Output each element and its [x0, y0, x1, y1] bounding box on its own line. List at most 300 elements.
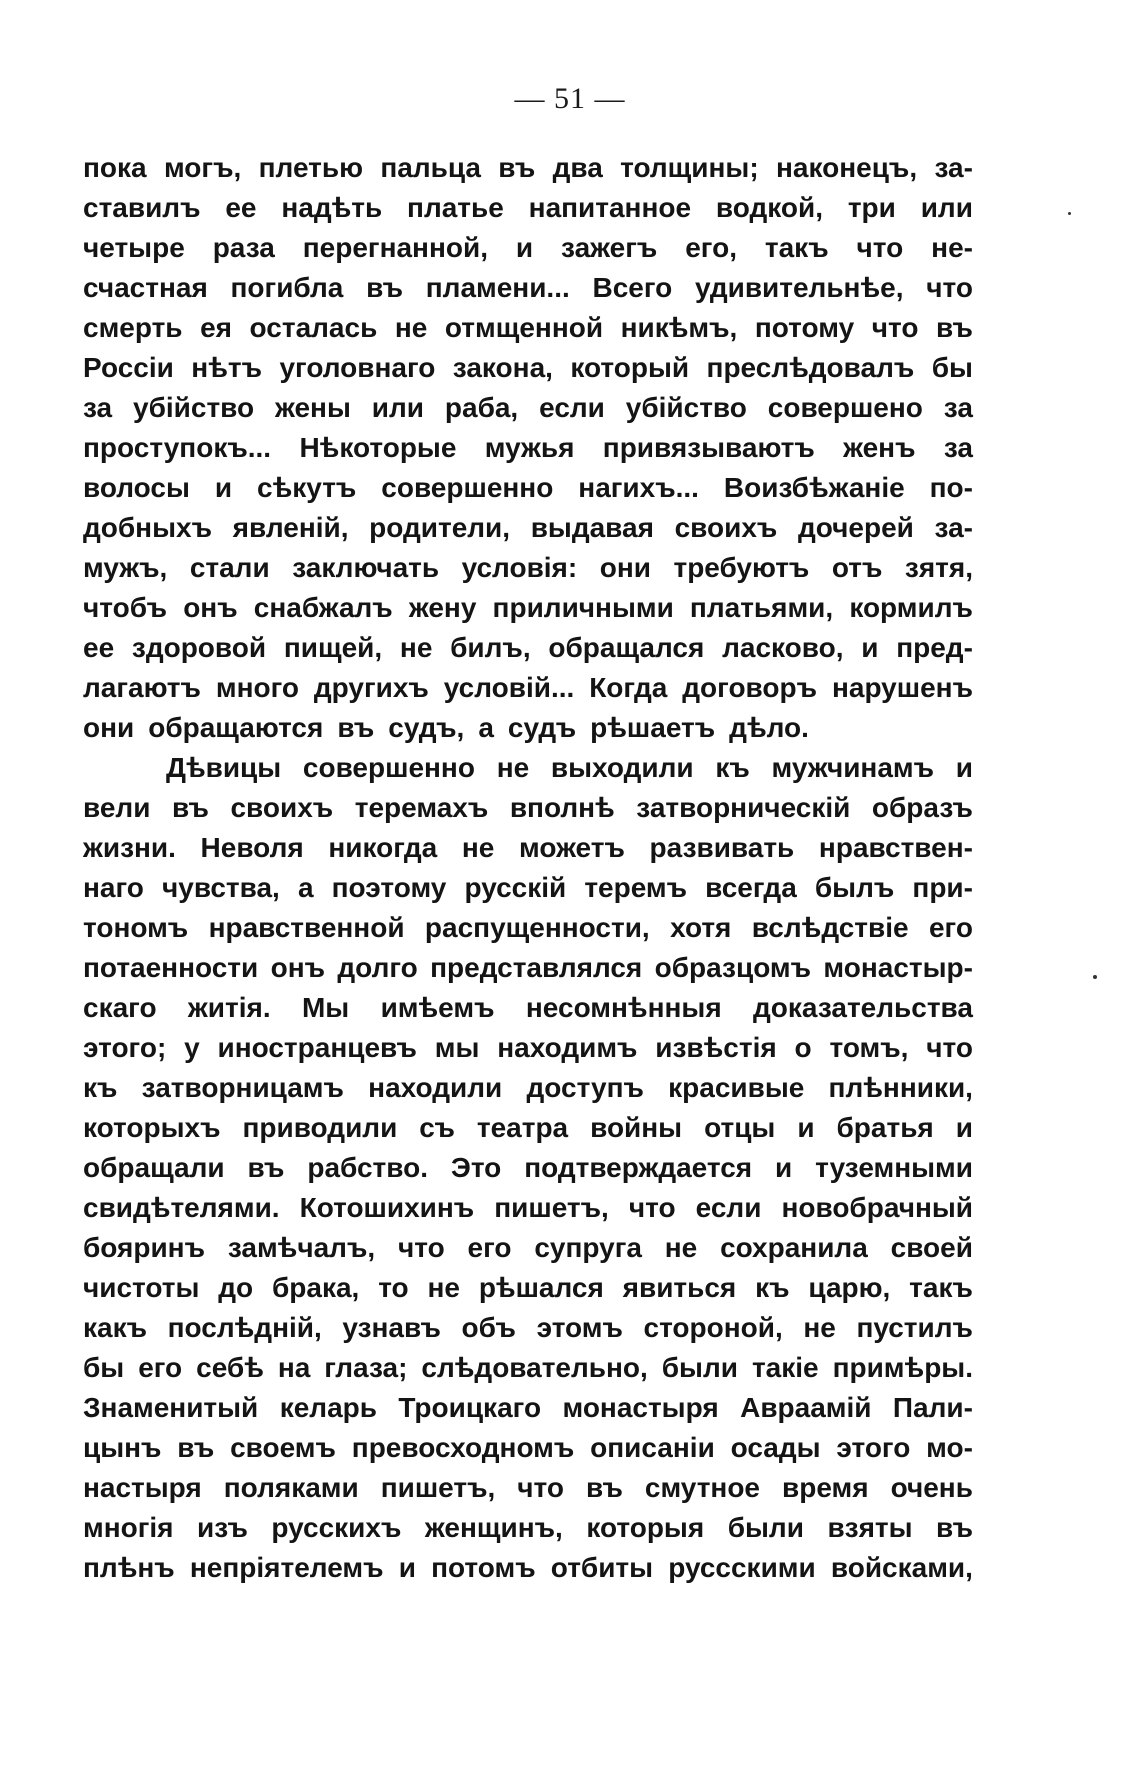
word: находили — [368, 1072, 503, 1103]
word: онъ — [183, 592, 238, 623]
word: доказательства — [753, 992, 973, 1023]
text-line — [83, 548, 973, 588]
word: Когда — [589, 672, 668, 703]
word: вполнѣ — [509, 792, 615, 823]
word: въ — [366, 272, 404, 303]
word: томъ, — [829, 1032, 909, 1063]
word: и — [797, 1112, 815, 1143]
word: пламени... — [425, 272, 570, 303]
word: брака, — [272, 1272, 360, 1303]
word: монастыря — [562, 1392, 719, 1423]
word: въ — [585, 1472, 623, 1503]
word: въ — [936, 1512, 973, 1543]
word: родители, — [369, 512, 511, 543]
word: могъ, — [163, 152, 242, 183]
word: этомъ — [536, 1312, 623, 1343]
word: затворническій — [636, 792, 851, 823]
word: всегда — [705, 872, 797, 903]
text-line — [83, 308, 973, 348]
word: плѣнъ — [83, 1552, 175, 1583]
word: рѣшался — [478, 1272, 604, 1303]
word: затворницамъ — [141, 1072, 344, 1103]
word: не — [461, 832, 495, 863]
word: за- — [934, 512, 973, 543]
word: что — [628, 1192, 676, 1223]
text-line — [83, 1188, 973, 1228]
word: смерть — [83, 312, 183, 343]
word: въ — [171, 792, 209, 823]
text-line — [83, 1548, 973, 1588]
text-line — [83, 1068, 973, 1108]
word: нарушенъ — [831, 672, 973, 703]
word: войны — [590, 1112, 683, 1143]
text-line — [83, 1308, 973, 1348]
text-line — [83, 668, 973, 708]
word: волосы — [83, 472, 190, 503]
word: зятя, — [904, 552, 973, 583]
word: отъ — [831, 552, 883, 583]
word: билъ, — [450, 632, 531, 663]
text-line — [83, 188, 973, 228]
word: убійство — [625, 392, 747, 423]
word: не — [803, 1312, 836, 1343]
word: ласково, — [722, 632, 844, 663]
text-line — [83, 348, 973, 388]
word: его — [928, 912, 973, 943]
word: очень — [890, 1472, 973, 1503]
word: Мы — [301, 992, 350, 1023]
word: его, — [685, 232, 737, 263]
word: съ — [419, 1112, 455, 1143]
word: его — [138, 1352, 183, 1383]
word: иностранцевъ — [217, 1032, 417, 1063]
text-line — [83, 588, 973, 628]
word: какъ — [83, 1312, 148, 1343]
word: этого; — [83, 1032, 167, 1063]
word: ставилъ — [83, 192, 201, 223]
word: смутное — [644, 1472, 761, 1503]
word: мужья — [484, 432, 575, 463]
word: за — [943, 392, 973, 423]
word: приводили — [242, 1112, 398, 1143]
word: убійство — [133, 392, 255, 423]
word: красивые — [668, 1072, 805, 1103]
word: въ — [498, 152, 536, 183]
word: потаенности — [83, 952, 259, 983]
word: супруга — [534, 1232, 642, 1263]
word: пред- — [896, 632, 973, 663]
word: превосходномъ — [351, 1432, 575, 1463]
word: или — [371, 392, 424, 423]
word: развивать — [649, 832, 795, 863]
word: Троицкаго — [398, 1392, 542, 1423]
word: наконецъ, — [776, 152, 918, 183]
word: непріятелемъ — [189, 1552, 384, 1583]
word: въ — [177, 1432, 215, 1463]
word: что — [856, 232, 904, 263]
word: четыре — [83, 232, 185, 263]
word: взяты — [827, 1512, 913, 1543]
word: и — [398, 1552, 416, 1583]
word: цынъ — [83, 1432, 162, 1463]
word: образцомъ — [654, 952, 812, 983]
word: послѣдній, — [167, 1312, 322, 1343]
word: дѣло. — [729, 712, 809, 743]
word: своихъ — [230, 792, 334, 823]
word: снабжалъ — [253, 592, 393, 623]
word: никогда — [328, 832, 438, 863]
word: надѣть — [281, 192, 383, 223]
word: и — [861, 632, 879, 663]
word: водкой, — [715, 192, 823, 223]
word: Знаменитый — [83, 1392, 259, 1423]
word: русскихъ — [271, 1512, 402, 1543]
word: ее — [225, 192, 257, 223]
word: слѣдовательно, — [421, 1352, 648, 1383]
text-line — [83, 468, 973, 508]
word: поэтому — [331, 872, 447, 903]
word: чистоты — [83, 1272, 200, 1303]
word: русскій — [464, 872, 567, 903]
word: представлялся — [430, 952, 643, 983]
word: вели — [83, 792, 151, 823]
word: Это — [450, 1152, 502, 1183]
word: выходили — [550, 752, 694, 783]
word: несомнѣнныя — [525, 992, 722, 1023]
word: жизни. — [83, 832, 176, 863]
word: обращали — [83, 1152, 225, 1183]
print-speck — [1093, 975, 1097, 979]
word: преслѣдовалъ — [706, 352, 915, 383]
text-line — [83, 1148, 973, 1188]
word: свидѣтелями. — [83, 1192, 280, 1223]
word: отбиты — [550, 1552, 654, 1583]
word: вслѣдствіе — [751, 912, 909, 943]
word: туземными — [815, 1152, 973, 1183]
word: много — [215, 672, 299, 703]
word: монастыр- — [823, 952, 973, 983]
word: за — [83, 392, 113, 423]
word: стали — [189, 552, 270, 583]
word: войсками, — [830, 1552, 973, 1583]
word: пальца — [380, 152, 481, 183]
word: театра — [476, 1112, 569, 1143]
text-line — [83, 1508, 973, 1548]
word: до — [218, 1272, 254, 1303]
word: уголовнаго — [279, 352, 436, 383]
word: такъ — [909, 1272, 973, 1303]
text-line — [83, 868, 973, 908]
word: не — [427, 1272, 460, 1303]
text-line — [83, 1468, 973, 1508]
word: такъ — [764, 232, 829, 263]
word: стороной, — [643, 1312, 783, 1343]
word: Россіи — [83, 352, 174, 383]
print-speck — [1068, 212, 1071, 215]
word: никѣмъ, — [620, 312, 738, 343]
text-line — [83, 508, 973, 548]
word: что — [926, 1032, 973, 1063]
word: обращаются — [148, 712, 324, 743]
word: Всего — [592, 272, 673, 303]
word: братья — [836, 1112, 934, 1143]
word: описаніи — [590, 1432, 715, 1463]
word: что — [871, 312, 919, 343]
word: сѣкутъ — [257, 472, 357, 503]
word: теремъ — [584, 872, 688, 903]
text-line — [83, 388, 973, 428]
word: Авраамій — [740, 1392, 872, 1423]
word: пишетъ, — [494, 1192, 609, 1223]
word: рабство. — [307, 1152, 428, 1183]
word: тономъ — [83, 912, 189, 943]
word: въ — [247, 1152, 285, 1183]
word: они — [599, 552, 651, 583]
word: судъ — [507, 712, 577, 743]
word: царю, — [808, 1272, 891, 1303]
word: въ — [935, 312, 973, 343]
word: бояринъ — [83, 1232, 206, 1263]
word: выдавая — [530, 512, 654, 543]
word: платье — [407, 192, 504, 223]
word: въ — [337, 712, 375, 743]
word: пишетъ, — [380, 1472, 496, 1503]
word: рѣшаетъ — [590, 712, 716, 743]
word: Воизбѣжаніе — [723, 472, 905, 503]
word: онъ — [270, 952, 326, 983]
word: и — [214, 472, 233, 503]
word: можетъ — [519, 832, 625, 863]
word: долго — [337, 952, 418, 983]
word: келарь — [279, 1392, 377, 1423]
word: нагихъ... — [578, 472, 699, 503]
word: которыхъ — [83, 1112, 221, 1143]
word: лагаютъ — [83, 672, 201, 703]
word: на — [277, 1352, 311, 1383]
text-line — [83, 1228, 973, 1268]
word: требуютъ — [673, 552, 810, 583]
word: нравственной — [208, 912, 405, 943]
word: что — [398, 1232, 445, 1263]
word: мы — [434, 1032, 480, 1063]
word: распущенности, — [424, 912, 650, 943]
word: своихъ — [674, 512, 778, 543]
word: закона, — [452, 352, 553, 383]
word: чувства, — [162, 872, 280, 903]
word: къ — [715, 752, 750, 783]
word: бы — [931, 352, 973, 383]
word: руссскими — [668, 1552, 816, 1583]
text-line — [83, 628, 973, 668]
word: совершенно — [302, 752, 475, 783]
word: толщины; — [620, 152, 759, 183]
word: Котошихинъ — [299, 1192, 475, 1223]
word: не — [664, 1232, 698, 1263]
word: осады — [730, 1432, 821, 1463]
word: дочерей — [797, 512, 914, 543]
text-line — [83, 1028, 973, 1068]
word: совершенно — [381, 472, 554, 503]
word: осталась — [249, 312, 378, 343]
word: по- — [929, 472, 973, 503]
word: изъ — [197, 1512, 248, 1543]
word: за- — [934, 152, 973, 183]
word: а — [297, 872, 314, 903]
word: были — [727, 1512, 804, 1543]
text-line — [83, 1268, 973, 1308]
word: что — [517, 1472, 564, 1503]
word: не — [399, 632, 433, 663]
word: его — [467, 1232, 512, 1263]
word: если — [695, 1192, 762, 1223]
text-line — [83, 788, 973, 828]
word: погибла — [230, 272, 344, 303]
word: они — [83, 712, 135, 743]
word: плетью — [258, 152, 363, 183]
text-line — [83, 428, 973, 468]
word: ее — [83, 632, 115, 663]
text-line — [83, 828, 973, 868]
word: приличными — [492, 592, 674, 623]
word: жену — [408, 592, 477, 623]
word: и — [775, 1152, 793, 1183]
word: новобрачный — [781, 1192, 973, 1223]
word: мужчинамъ — [771, 752, 935, 783]
text-line — [83, 1108, 973, 1148]
word: чтобъ — [83, 592, 168, 623]
word: замѣчалъ, — [227, 1232, 376, 1263]
text-line — [83, 748, 973, 788]
word: условій... — [443, 672, 575, 703]
word: нѣтъ — [191, 352, 263, 383]
word: объ — [461, 1312, 516, 1343]
word: пищей, — [283, 632, 383, 663]
text-line — [83, 948, 973, 988]
page-number: — 51 — — [514, 82, 626, 115]
word: которыя — [586, 1512, 705, 1543]
word: счастная — [83, 272, 208, 303]
word: настыря — [83, 1472, 202, 1503]
word: къ — [83, 1072, 118, 1103]
word: теремахъ — [354, 792, 489, 823]
word: привязываютъ — [602, 432, 815, 463]
word: напитанное — [528, 192, 692, 223]
word: имѣемъ — [380, 992, 495, 1023]
word: три — [847, 192, 896, 223]
text-line — [83, 708, 973, 748]
word: Неволя — [200, 832, 304, 863]
word: своей — [890, 1232, 973, 1263]
word: житія. — [187, 992, 271, 1023]
word: здоровой — [131, 632, 267, 663]
word: а — [478, 712, 494, 743]
text-line — [83, 988, 973, 1028]
word: перегнанной, — [302, 232, 488, 263]
word: договоръ — [682, 672, 818, 703]
word: бы — [83, 1352, 125, 1383]
word: если — [539, 392, 605, 423]
word: удивительнѣе, — [694, 272, 904, 303]
word: потомъ — [431, 1552, 536, 1583]
word: не — [496, 752, 530, 783]
word: у — [184, 1032, 200, 1063]
word: проступокъ... — [83, 432, 272, 463]
word: пустилъ — [856, 1312, 973, 1343]
word: Нѣкоторые — [299, 432, 457, 463]
word: доступъ — [526, 1072, 644, 1103]
word: за — [943, 432, 973, 463]
word: другихъ — [313, 672, 429, 703]
text-line — [83, 148, 973, 188]
word: отмщенной — [444, 312, 604, 343]
word: жены — [275, 392, 351, 423]
word: зажегъ — [561, 232, 658, 263]
word: подтверждается — [524, 1152, 753, 1183]
text-line — [83, 1388, 973, 1428]
word: скаго — [83, 992, 157, 1023]
word: при- — [912, 872, 973, 903]
word: наго — [83, 872, 144, 903]
word: кормилъ — [849, 592, 973, 623]
word: не- — [931, 232, 973, 263]
word: время — [782, 1472, 869, 1503]
word: былъ — [814, 872, 895, 903]
word: поляками — [223, 1472, 359, 1503]
word: явленій, — [232, 512, 349, 543]
word: отцы — [704, 1112, 776, 1143]
word: примѣры. — [832, 1352, 973, 1383]
word: платьями, — [689, 592, 834, 623]
text-line — [83, 268, 973, 308]
word: совершено — [767, 392, 923, 423]
word: и — [515, 232, 534, 263]
word: глаза; — [324, 1352, 408, 1383]
word: судъ, — [388, 712, 465, 743]
word: плѣнники, — [828, 1072, 973, 1103]
word: заключать — [292, 552, 440, 583]
word: узнавъ — [342, 1312, 441, 1343]
word: нравствен- — [818, 832, 973, 863]
word: извѣстія — [655, 1032, 777, 1063]
word: Пали- — [892, 1392, 973, 1423]
text-line — [83, 908, 973, 948]
word: были — [661, 1352, 738, 1383]
word: мужъ, — [83, 552, 168, 583]
word: что — [926, 272, 973, 303]
word: о — [794, 1032, 812, 1063]
word: сохранила — [720, 1232, 868, 1263]
word: находимъ — [497, 1032, 638, 1063]
word: Дѣвицы — [166, 752, 282, 783]
word: хотя — [670, 912, 732, 943]
word: образъ — [871, 792, 973, 823]
word: и — [955, 752, 973, 783]
word: раба, — [444, 392, 519, 423]
word: то — [378, 1272, 409, 1303]
word: такіе — [751, 1352, 819, 1383]
word: своемъ — [230, 1432, 336, 1463]
word: который — [570, 352, 690, 383]
word: и — [955, 1112, 973, 1143]
body-text — [83, 148, 973, 1588]
word: женъ — [843, 432, 916, 463]
word: многія — [83, 1512, 174, 1543]
word: мо- — [926, 1432, 973, 1463]
word: къ — [755, 1272, 790, 1303]
word: этого — [836, 1432, 911, 1463]
word: условія: — [461, 552, 578, 583]
word: не — [394, 312, 428, 343]
